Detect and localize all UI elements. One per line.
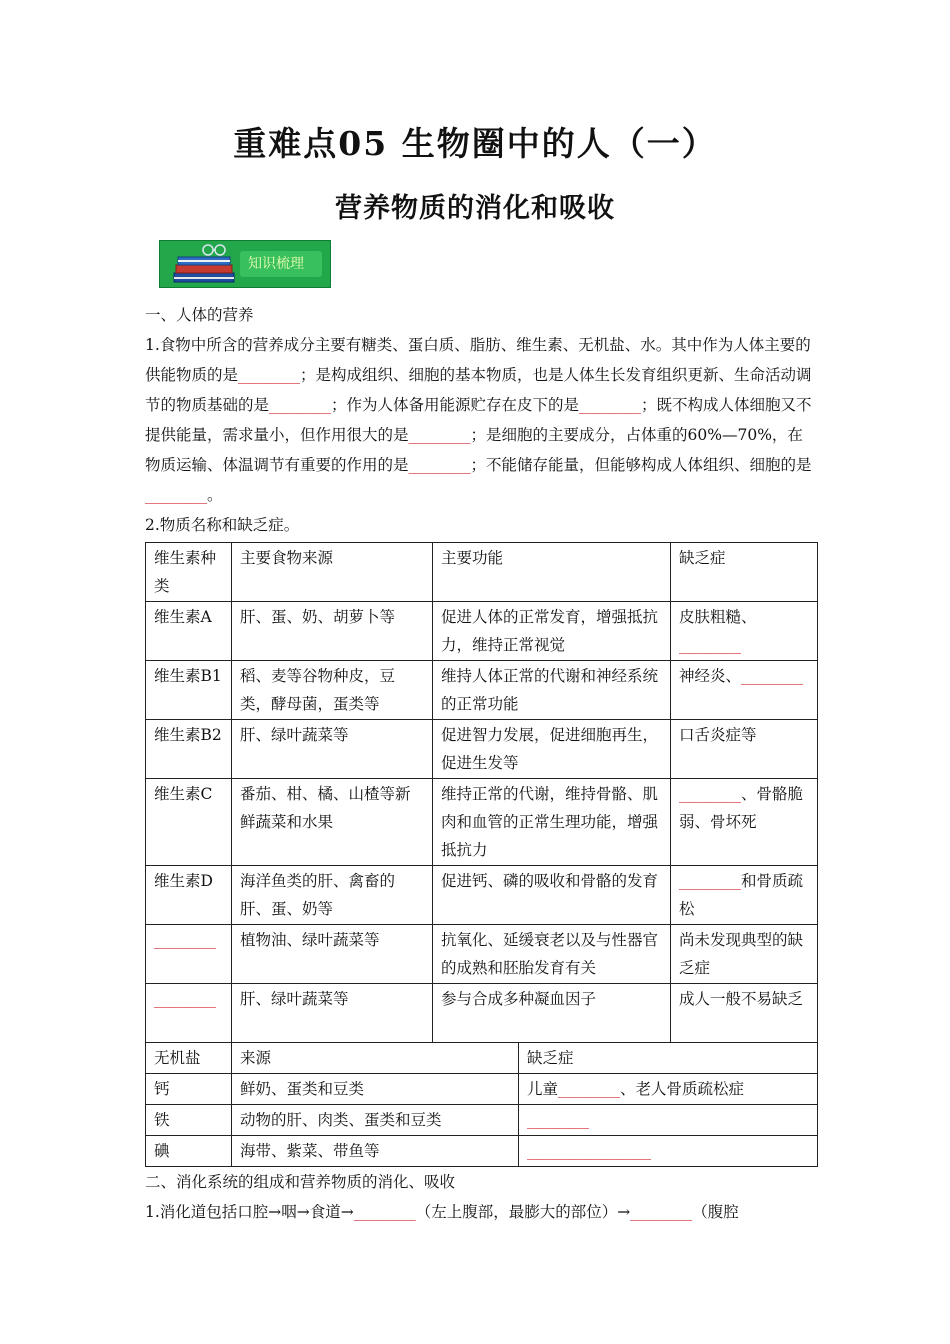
- table-cell: 维生素A: [146, 602, 232, 661]
- table-row: [146, 1136, 818, 1167]
- section1-paragraph2: 2.物质名称和缺乏症。: [145, 516, 300, 534]
- table-cell: 维持正常的代谢，维持骨骼、肌肉和血管的正常生理功能，增强抵抗力: [433, 779, 671, 866]
- text: 、骨骼脆弱、骨坏死: [679, 785, 804, 831]
- fill-blank[interactable]: ________: [408, 456, 471, 474]
- table-cell: 成人一般不易缺乏: [671, 984, 818, 1043]
- table-cell: 稻、麦等谷物种皮，豆类，酵母菌，蛋类等: [232, 661, 433, 720]
- table-cell: 促进人体的正常发育，增强抵抗力，维持正常视觉: [433, 602, 671, 661]
- table-cell: 维生素B1: [146, 661, 232, 720]
- table-cell: 铁: [146, 1105, 232, 1136]
- table-cell: [671, 779, 818, 866]
- fill-blank[interactable]: ________: [579, 396, 642, 414]
- books-icon: [164, 241, 244, 287]
- fill-blank[interactable]: ________: [238, 366, 301, 384]
- table-row: [146, 779, 818, 866]
- nutrient-table: [145, 542, 818, 1167]
- table-cell: 海洋鱼类的肝、禽畜的肝、蛋、奶等: [232, 866, 433, 925]
- table-row: [146, 984, 818, 1043]
- table-cell: 番茄、柑、橘、山楂等新鲜蔬菜和水果: [232, 779, 433, 866]
- table-cell: 碘: [146, 1136, 232, 1167]
- table-cell: 肝、绿叶蔬菜等: [232, 720, 433, 779]
- section2-heading: 二、消化系统的组成和营养物质的消化、吸收: [145, 1173, 456, 1191]
- table-cell: 维生素C: [146, 779, 232, 866]
- table-header-cell: 维生素种类: [146, 543, 232, 602]
- table-row: [146, 720, 818, 779]
- table-header-row: [146, 1043, 818, 1074]
- text: 皮肤粗糙、: [679, 608, 757, 626]
- table-cell: 维生素B2: [146, 720, 232, 779]
- table-header-row: [146, 543, 818, 602]
- table-cell: 钙: [146, 1074, 232, 1105]
- fill-blank[interactable]: ________: [145, 486, 207, 504]
- table-cell: 参与合成多种凝血因子: [433, 984, 671, 1043]
- text: 1.消化道包括口腔→咽→食道→: [145, 1203, 354, 1221]
- table-row: [146, 1105, 818, 1136]
- page-subtitle: 营养物质的消化和吸收: [335, 193, 615, 224]
- fill-blank[interactable]: ________: [630, 1203, 693, 1221]
- fill-blank[interactable]: ________: [679, 785, 742, 803]
- table-cell: 肝、蛋、奶、胡萝卜等: [232, 602, 433, 661]
- table-row: [146, 661, 818, 720]
- fill-blank[interactable]: ________: [269, 396, 332, 414]
- fill-blank[interactable]: ________: [154, 990, 216, 1008]
- fill-blank[interactable]: ________: [741, 667, 804, 685]
- knowledge-badge: [159, 240, 331, 288]
- table-cell: [146, 925, 232, 984]
- text: 儿童: [527, 1080, 559, 1098]
- table-cell: 促进钙、磷的吸收和骨骼的发育: [433, 866, 671, 925]
- fill-blank[interactable]: ________: [558, 1080, 621, 1098]
- table-cell: 海带、紫菜、带鱼等: [232, 1136, 519, 1167]
- table-cell: 维持人体正常的代谢和神经系统的正常功能: [433, 661, 671, 720]
- table-cell: [146, 984, 232, 1043]
- table-cell: [671, 661, 818, 720]
- table-cell: [519, 1074, 818, 1105]
- text: 1.食物中所含的营养成分主要有糖类、蛋白质、脂肪、维生素、无机盐、水。其中作为人体主要的供能物质的是: [145, 336, 811, 384]
- text: （左上腹部，最膨大的部位）→: [415, 1203, 631, 1221]
- section1-heading: 一、人体的营养: [145, 306, 254, 324]
- fill-blank[interactable]: ________: [679, 872, 742, 890]
- table-header-cell: 无机盐: [146, 1043, 232, 1074]
- table-cell: 鲜奶、蛋类和豆类: [232, 1074, 519, 1105]
- table-row: [146, 925, 818, 984]
- table-header-cell: 来源: [232, 1043, 519, 1074]
- table-row: [146, 1074, 818, 1105]
- fill-blank[interactable]: ________: [154, 931, 216, 949]
- text: （腹腔: [692, 1203, 739, 1221]
- text: ；是细胞的主要成分，占体重的60%—70%，在物质运输、体温调节有重要的作用的是: [145, 426, 803, 474]
- table-cell: [671, 866, 818, 925]
- document-body: [145, 300, 817, 1227]
- page-title: 重难点05 生物圈中的人（一）: [233, 124, 717, 163]
- text: ；不能储存能量，但能够构成人体组织、细胞的是: [470, 456, 812, 474]
- fill-blank[interactable]: ________: [408, 426, 471, 444]
- table-cell: 促进智力发展，促进细胞再生，促进生发等: [433, 720, 671, 779]
- fill-blank[interactable]: ________________: [527, 1142, 651, 1160]
- table-header-cell: 缺乏症: [519, 1043, 818, 1074]
- table-cell: 维生素D: [146, 866, 232, 925]
- table-cell: [671, 602, 818, 661]
- table-cell: 抗氧化、延缓衰老以及与性器官的成熟和胚胎发育有关: [433, 925, 671, 984]
- section1-paragraph1: [145, 330, 817, 510]
- table-cell: 尚未发现典型的缺乏症: [671, 925, 818, 984]
- table-cell: [519, 1136, 818, 1167]
- text: ；既不构成人体细胞又不提供能量，需求量小，但作用很大的是: [145, 396, 812, 444]
- badge-label: 知识梳理: [248, 256, 304, 272]
- table-header-cell: 主要功能: [433, 543, 671, 602]
- table-cell: [519, 1105, 818, 1136]
- text: 神经炎、: [679, 667, 742, 685]
- text: 。: [207, 486, 223, 504]
- table-cell: 植物油、绿叶蔬菜等: [232, 925, 433, 984]
- table-cell: 肝、绿叶蔬菜等: [232, 984, 433, 1043]
- table-header-cell: 主要食物来源: [232, 543, 433, 602]
- text: 、老人骨质疏松症: [620, 1080, 745, 1098]
- table-row: [146, 602, 818, 661]
- section2-paragraph1: [145, 1197, 817, 1227]
- table-row: [146, 866, 818, 925]
- text: ；是构成组织、细胞的基本物质，也是人体生长发育组织更新、生命活动调节的物质基础的是: [145, 366, 812, 414]
- fill-blank[interactable]: ________: [353, 1203, 416, 1221]
- fill-blank[interactable]: ________: [527, 1111, 589, 1129]
- text: 和骨质疏松: [679, 872, 804, 918]
- table-cell: 口舌炎症等: [671, 720, 818, 779]
- table-header-cell: 缺乏症: [671, 543, 818, 602]
- fill-blank[interactable]: ________: [679, 636, 742, 654]
- table-cell: 动物的肝、肉类、蛋类和豆类: [232, 1105, 519, 1136]
- text: ；作为人体备用能源贮存在皮下的是: [331, 396, 580, 414]
